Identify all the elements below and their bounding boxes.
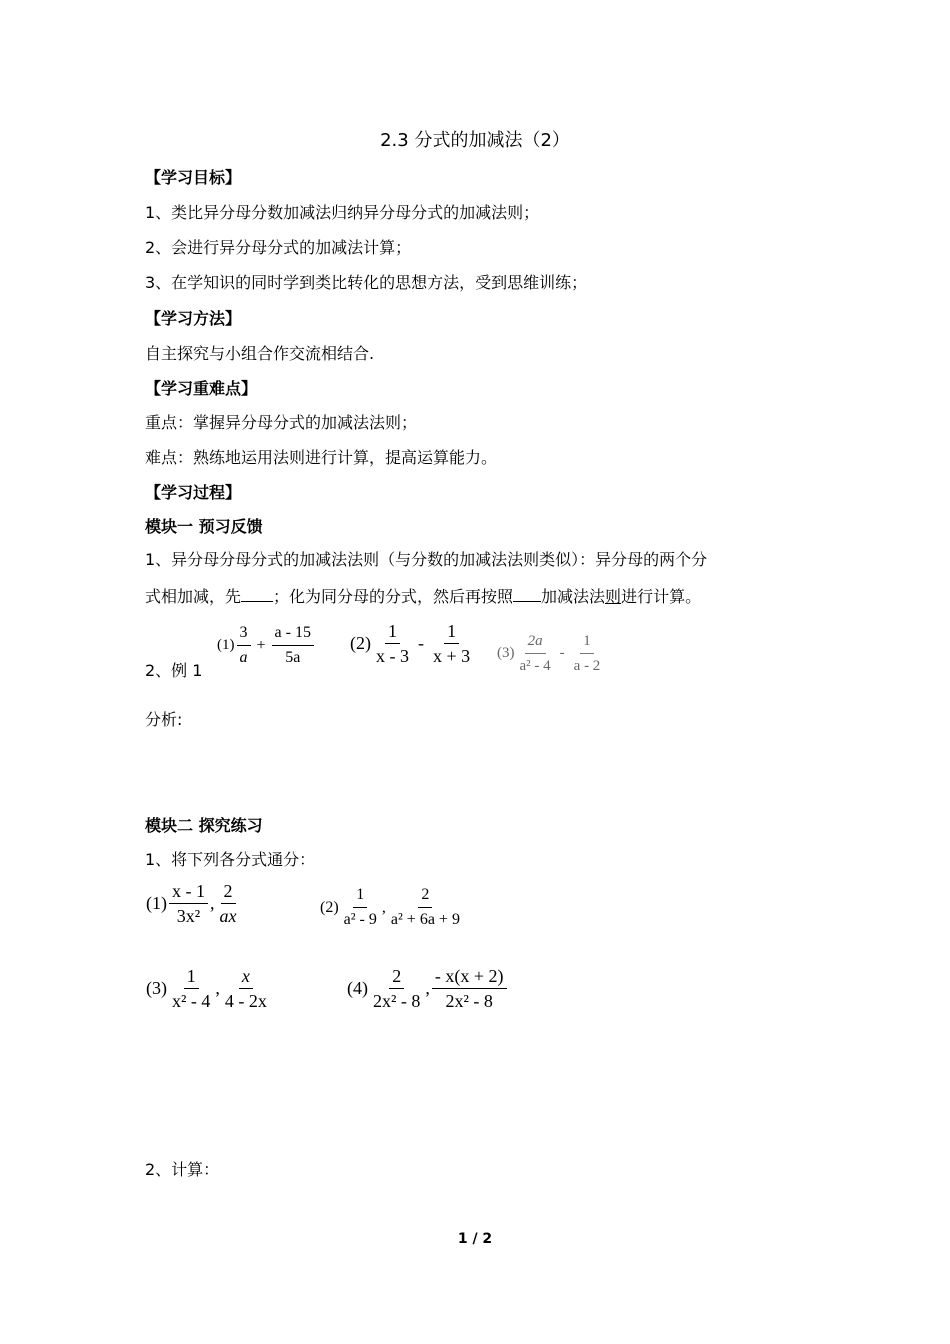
rule-text-a: 式相加减，先 [145,587,242,606]
p2-label: (2) [320,898,339,916]
objectives-heading: 【学习目标】 [145,168,242,187]
example-2-expr: (2) $\frac{1}{x - 3}$ - $\frac{1}{x + 3}$ [350,620,475,667]
p3-label: (3) [146,978,167,998]
task-2: 2、计算： [145,1160,220,1179]
difficult-point: 难点：熟练地运用法则进行计算，提高运算能力。 [145,448,498,467]
ex3-frac-b: $\frac{1}{a - 2}$ [571,630,604,677]
rule-line-1: 1、异分母分母分式的加减法法则（与分数的加减法法则类似）：异分母的两个分 [145,550,708,569]
p4-label: (4) [347,978,368,998]
ex2-label: (2) [350,633,371,653]
rule-text-b: ；化为同分母的分式，然后再按照 [273,587,514,606]
rule-text-c: 加减法法 [541,587,606,606]
problem-3-expr: (3) $\frac{1}{\text{x² - 4}}$ , $\frac{x}{4 - 2x}$ [146,965,272,1012]
example-1-expr: (1) $\frac{3}{a}$ + $\frac{a - 15}{5a}$ [217,622,316,669]
problem-2-expr: (2) $\frac{1}{\text{a² - 9}}$ , $\frac{2}{\text{a² + 6a + 9}}$ [320,884,465,931]
objective-3: 3、在学知识的同时学到类比转化的思想方法，受到思维训练； [145,273,588,292]
method-text: 自主探究与小组合作交流相结合. [145,344,375,363]
p1-frac-b: $\frac{2}{ax}$ [219,881,237,926]
method-heading: 【学习方法】 [145,309,242,328]
rule-text-e: 进行计算。 [621,587,702,606]
ex1-label: (1) [217,637,235,653]
difficulty-heading: 【学习重难点】 [145,379,258,398]
ex2-frac-b: $\frac{1}{x + 3}$ [433,621,471,666]
page-title: 2.3 分式的加减法（2） [380,130,570,151]
task-1: 1、将下列各分式通分： [145,850,316,869]
fill-blank-2[interactable] [513,587,541,602]
p1-label: (1) [146,893,167,913]
ex2-frac-a: $\frac{1}{x - 3}$ [376,621,409,666]
ex1-frac-a: $\frac{3}{a}$ [237,622,251,669]
problem-4-expr: (4) $\frac{2}{\text{2x² - 8}}$ , $\frac{- x(x + 2)}{\text{2x² - 8}}$ [347,965,509,1012]
p4-frac-a: $\frac{2}{\text{2x² - 8}}$ [373,966,421,1011]
fill-blank-1[interactable] [241,587,273,602]
rule-text-d: 则 [605,587,622,606]
example-3-expr: (3) $\frac{2a}{\text{a² - 4}}$ - $\frac{1}{a - 2}$ [497,630,605,677]
objective-2: 2、会进行异分母分式的加减法计算； [145,238,412,257]
rule-line-2 [145,584,701,607]
p1-frac-a: $\frac{x - 1}{\text{3x²}}$ [169,880,208,927]
p3-frac-b: $\frac{x}{4 - 2x}$ [224,966,267,1011]
ex1-frac-b: $\frac{a - 15}{5a}$ [272,622,314,669]
ex3-frac-a: $\frac{2a}{\text{a² - 4}}$ [517,630,554,677]
key-point: 重点：掌握异分母分式的加减法法则； [145,413,418,432]
ex3-label: (3) [497,645,515,661]
p2-frac-b: $\frac{2}{\text{a² + 6a + 9}}$ [390,886,460,928]
analysis-label: 分析: [145,710,183,729]
problem-1-expr: (1) $\frac{x - 1}{\text{3x²}}$ , $\frac{2}{ax}$ [146,880,242,927]
p3-frac-a: $\frac{1}{\text{x² - 4}}$ [172,966,211,1011]
module2-heading: 模块二 探究练习 [145,816,263,835]
process-heading: 【学习过程】 [145,483,242,502]
p2-frac-a: $\frac{1}{\text{a² - 9}}$ [343,886,377,928]
example-label: 2、例 1 [145,661,203,680]
objective-1: 1、类比异分母分数加减法归纳异分母分式的加减法则； [145,203,540,222]
module1-heading: 模块一 预习反馈 [145,517,263,536]
page-number: 1 / 2 [457,1231,493,1247]
p4-frac-b: $\frac{- x(x + 2)}{\text{2x² - 8}}$ [432,965,507,1012]
